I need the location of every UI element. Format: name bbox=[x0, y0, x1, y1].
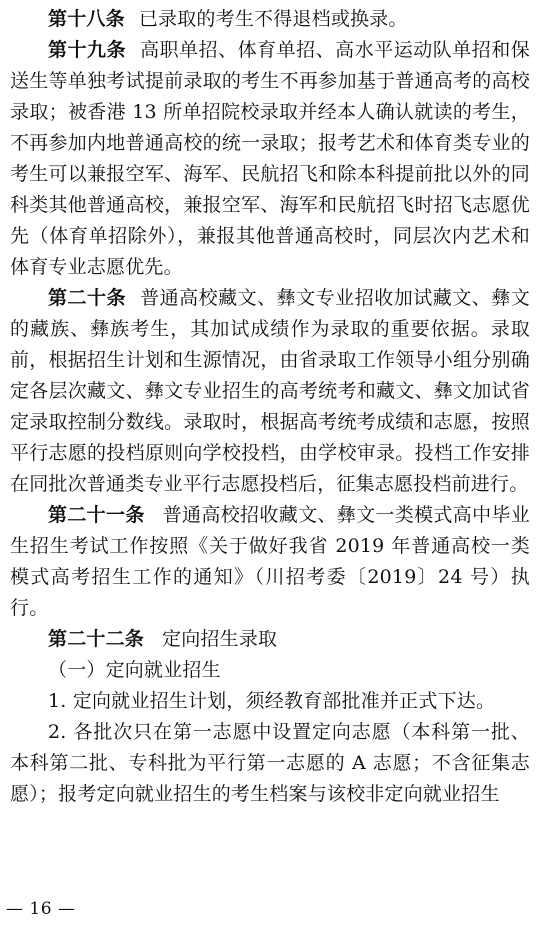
list-item-2 bbox=[10, 717, 530, 810]
article-22-text: 定向招生录取 bbox=[162, 628, 278, 650]
article-19-text: 高职单招、体育单招、高水平运动队单招和保送生等单独考试提前录取的考生不再参加基于普通高考的高校录取；被香港 13 所单招院校录取并经本人确认就读的考生，不再参加内地普通高校的统一录取；报考艺术和体育类专业的考生可以兼报空军、海军、民航招飞和除本科提前批以外的同科类其他普通高校，兼报空军、海军和民航招飞时招飞志愿优先（体育单招除外），兼报其他普通高校时，同层次内艺术和体育专业志愿优先。 bbox=[10, 39, 530, 278]
paragraph-article-21 bbox=[10, 500, 530, 624]
article-18-text: 已录取的考生不得退档或换录。 bbox=[138, 8, 408, 30]
paragraph-article-19 bbox=[10, 35, 530, 283]
article-20-text: 普通高校藏文、彝文专业招收加试藏文、彝文的藏族、彝族考生，其加试成绩作为录取的重要依据。录取前，根据招生计划和生源情况，由省录取工作领导小组分别确定各层次藏文、彝文专业招生的高考统考和藏文、彝文加试省定录取控制分数线。录取时，根据高考统考成绩和志愿，按照平行志愿的投档原则向学校投档，由学校审录。投档工作安排在同批次普通类专业平行志愿投档后，征集志愿投档前进行。 bbox=[10, 287, 530, 495]
article-21-text: 普通高校招收藏文、彝文一类模式高中毕业生招生考试工作按照《关于做好我省 2019 年普通高校一类模式高考招生工作的通知》（川招考委〔2019〕24 号）执行。 bbox=[10, 504, 530, 619]
paragraph-article-18 bbox=[10, 4, 530, 35]
list-item-2-text: 2. 各批次只在第一志愿中设置定向志愿（本科第一批、本科第二批、专科批为平行第一志愿的 A 志愿；不含征集志愿）；报考定向就业招生的考生档案与该校非定向就业招生 bbox=[10, 721, 530, 805]
article-21-heading: 第二十一条 bbox=[48, 504, 145, 526]
article-22-heading: 第二十二条 bbox=[48, 628, 145, 650]
article-19-heading: 第十九条 bbox=[48, 39, 127, 61]
section-heading-text: （一）定向就业招生 bbox=[48, 659, 221, 681]
list-item-1-text: 1. 定向就业招生计划，须经教育部批准并正式下达。 bbox=[48, 690, 496, 712]
article-20-heading: 第二十条 bbox=[48, 287, 127, 309]
section-heading-directed-employment bbox=[10, 655, 530, 686]
list-item-1 bbox=[10, 686, 530, 717]
paragraph-article-20 bbox=[10, 283, 530, 500]
paragraph-article-22 bbox=[10, 624, 530, 655]
page-number: — 16 — bbox=[6, 899, 76, 919]
article-18-heading: 第十八条 bbox=[48, 8, 125, 30]
